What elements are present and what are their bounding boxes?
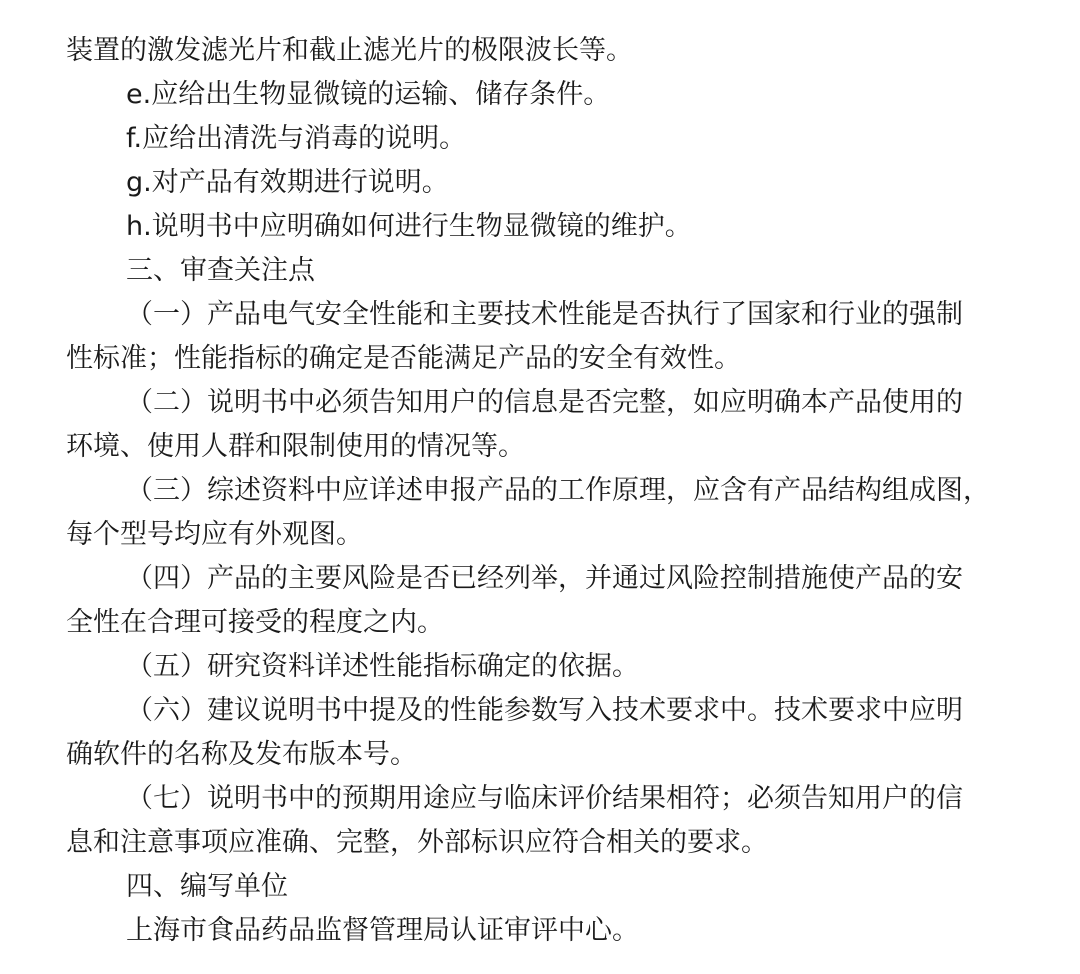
section-heading-4: 四、编写单位	[126, 871, 288, 902]
text-line-5: h.说明书中应明确如何进行生物显微镜的维护。	[126, 211, 692, 242]
text-line-14: 全性在合理可接受的程度之内。	[66, 607, 444, 638]
text-line-1: 装置的激发滤光片和截止滤光片的极限波长等。	[66, 35, 633, 66]
text-line-8: 性标准；性能指标的确定是否能满足产品的安全有效性。	[66, 343, 741, 374]
text-line-9: （二）说明书中必须告知用户的信息是否完整，如应明确本产品使用的	[126, 387, 963, 418]
text-line-4: g.对产品有效期进行说明。	[126, 167, 449, 198]
section-heading-3: 三、审查关注点	[126, 255, 315, 286]
text-line-16: （六）建议说明书中提及的性能参数写入技术要求中。技术要求中应明	[126, 695, 963, 726]
text-line-13: （四）产品的主要风险是否已经列举，并通过风险控制措施使产品的安	[126, 563, 963, 594]
text-line-15: （五）研究资料详述性能指标确定的依据。	[126, 651, 639, 682]
text-line-2: e.应给出生物显微镜的运输、储存条件。	[126, 79, 611, 110]
text-line-18: （七）说明书中的预期用途应与临床评价结果相符；必须告知用户的信	[126, 783, 963, 814]
text-line-11: （三）综述资料中应详述申报产品的工作原理，应含有产品结构组成图，	[126, 475, 990, 506]
text-line-10: 环境、使用人群和限制使用的情况等。	[66, 431, 525, 462]
text-line-7: （一）产品电气安全性能和主要技术性能是否执行了国家和行业的强制	[126, 299, 963, 330]
text-line-12: 每个型号均应有外观图。	[66, 519, 363, 550]
text-line-21: 上海市食品药品监督管理局认证审评中心。	[126, 915, 639, 946]
text-line-3: f.应给出清洗与消毒的说明。	[126, 123, 467, 154]
text-line-17: 确软件的名称及发布版本号。	[66, 739, 417, 770]
document-body	[66, 29, 1026, 953]
text-line-19: 息和注意事项应准确、完整，外部标识应符合相关的要求。	[66, 827, 768, 858]
